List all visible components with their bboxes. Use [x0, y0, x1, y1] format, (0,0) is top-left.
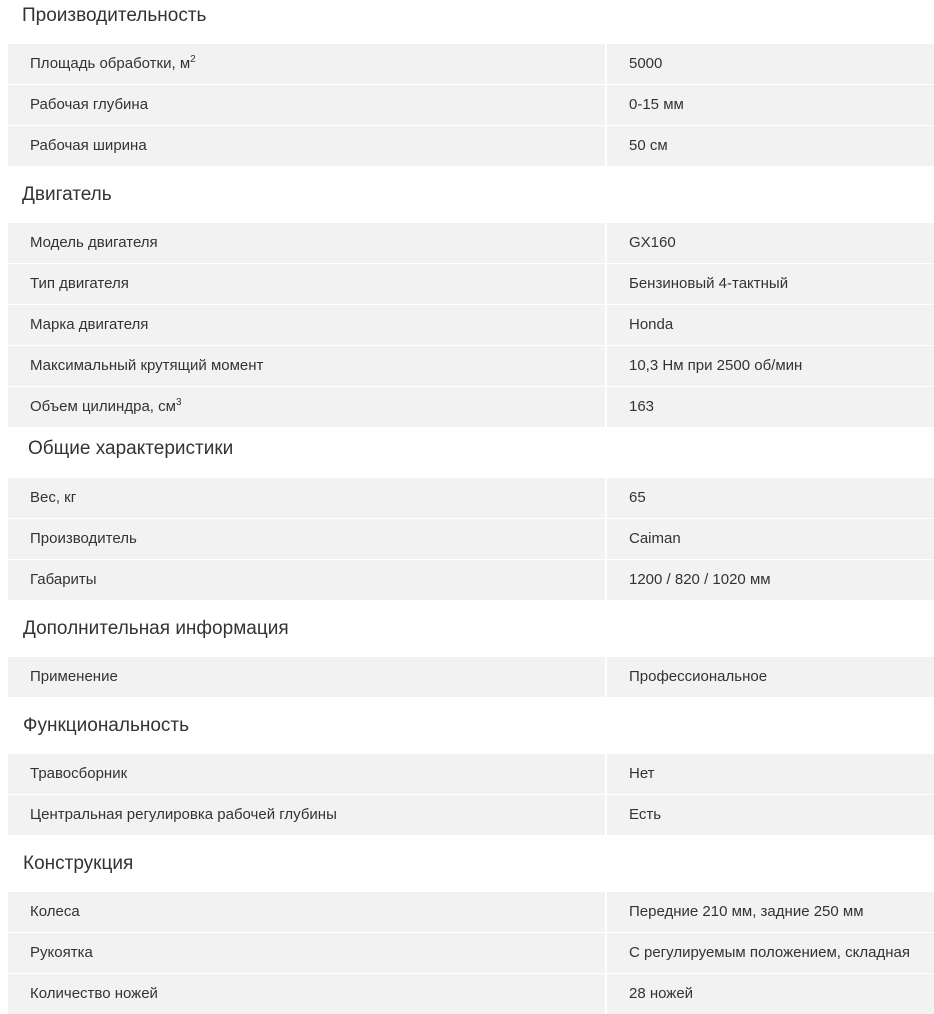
spec-value: Профессиональное	[629, 668, 768, 685]
spec-key-superscript: 2	[190, 54, 196, 65]
section-title-additional-info: Дополнительная информация	[23, 618, 289, 639]
spec-row	[8, 223, 934, 263]
spec-value: 0-15 мм	[629, 96, 684, 113]
spec-value: 5000	[629, 55, 663, 72]
section-title-functionality: Функциональность	[23, 715, 190, 736]
spec-row	[8, 346, 934, 386]
spec-key: Марка двигателя	[30, 316, 149, 333]
spec-value: 163	[629, 398, 655, 415]
spec-key: Количество ножей	[30, 985, 158, 1002]
spec-value: 28 ножей	[629, 985, 694, 1002]
spec-value: Бензиновый 4-тактный	[629, 275, 789, 292]
spec-key: Вес, кг	[30, 489, 77, 506]
spec-value: Honda	[629, 316, 674, 333]
spec-row	[8, 264, 934, 304]
spec-row	[8, 892, 934, 932]
spec-row	[8, 478, 934, 518]
spec-key: Колеса	[30, 903, 80, 920]
spec-row	[8, 560, 934, 600]
spec-row	[8, 933, 934, 973]
spec-row	[8, 305, 934, 345]
section-title-productivity: Производительность	[22, 5, 207, 26]
spec-key: Рабочая ширина	[30, 137, 147, 154]
spec-row	[8, 974, 934, 1014]
spec-key: Тип двигателя	[30, 275, 129, 292]
spec-value: Передние 210 мм, задние 250 мм	[629, 903, 864, 920]
spec-row	[8, 44, 934, 84]
section-title-engine: Двигатель	[22, 184, 112, 205]
spec-key: Производитель	[30, 530, 137, 547]
spec-key: Объем цилиндра, $см^3$	[30, 397, 182, 415]
spec-value: Нет	[629, 765, 655, 782]
spec-row	[8, 387, 934, 427]
spec-key: Травосборник	[30, 765, 128, 782]
spec-key: Применение	[30, 668, 118, 685]
spec-value: 50 см	[629, 137, 668, 154]
spec-value: С регулируемым положением, складная	[629, 944, 910, 961]
spec-row	[8, 795, 934, 835]
spec-value: GX160	[629, 234, 676, 251]
spec-row	[8, 85, 934, 125]
spec-value: Caiman	[629, 530, 681, 547]
spec-value: 10,3 Нм при 2500 об/мин	[629, 357, 803, 374]
spec-key: Габариты	[30, 571, 97, 588]
spec-key: Площадь обработки, $м^2$	[30, 54, 196, 72]
spec-value: 65	[629, 489, 646, 506]
spec-key: Центральная регулировка рабочей глубины	[30, 806, 337, 823]
spec-row	[8, 126, 934, 166]
spec-value: Есть	[629, 806, 662, 823]
spec-row	[8, 657, 934, 697]
spec-key: Рукоятка	[30, 944, 93, 961]
spec-row	[8, 754, 934, 794]
spec-key: Максимальный крутящий момент	[30, 357, 264, 374]
section-title-construction: Конструкция	[23, 853, 134, 874]
spec-value: 1200 / 820 / 1020 мм	[629, 571, 771, 588]
spec-row	[8, 519, 934, 559]
spec-key: Модель двигателя	[30, 234, 158, 251]
spec-key-superscript: 3	[175, 397, 182, 408]
section-title-general: Общие характеристики	[28, 438, 234, 459]
spec-key: Рабочая глубина	[30, 96, 149, 113]
